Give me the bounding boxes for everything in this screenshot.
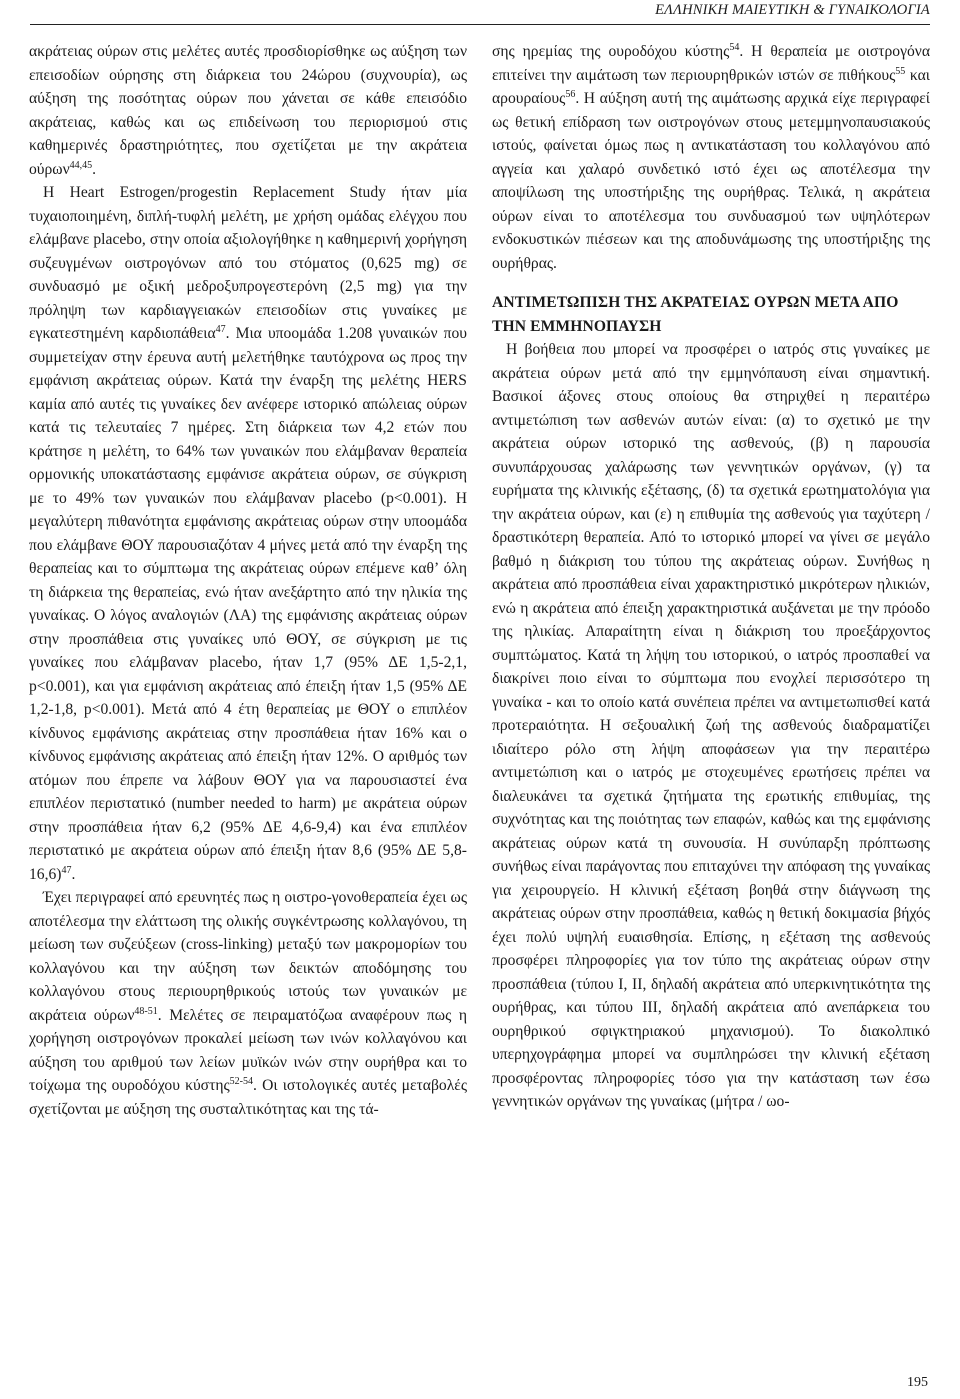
journal-title: ΕΛΛΗΝΙΚΗ ΜΑΙΕΥΤΙΚΗ & ΓΥΝΑΙΚΟΛΟΓΙΑ bbox=[655, 2, 930, 18]
paragraph-text: . Η αύξηση αυτή της αιμάτωσης αρχικά είχε περιγραφεί ως θετική επίδραση των οιστρογόνων στους μετεμμηνοπαυσιακούς ιστούς, φαίνεται όμως πως η αντικατάσταση του κολλαγόνου από αγγεία και χαλαρό συνδετικό ιστό έχει ως αποτέλεσμα την αποψίλωση της υποστήριξης της ουρήθρας. Τελικά, η ακράτεια ούρων είναι το αποτέλεσμα του συνδυασμού των υψηλότερων ενδοκυστικών πιέσεων και της αποδυνάμωσης της υποστήριξης της ουρήθρας. bbox=[492, 90, 930, 272]
paragraph-text: και αρουραίους bbox=[492, 66, 930, 107]
citation-ref: 47 bbox=[215, 324, 226, 335]
citation-ref: 52-54 bbox=[229, 1076, 254, 1087]
citation-ref: 56 bbox=[565, 89, 576, 100]
left-column bbox=[29, 40, 467, 1121]
paragraph: Η βοήθεια που μπορεί να προσφέρει ο ιατρός στις γυναίκες με ακράτεια ούρων μετά από την εμμηνόπαυση είναι σημαντική. Βασικοί άξονες στους οποίους θα στηριχθεί η περαιτέρω αντιμετώπιση των ασθενών αυτών είναι: (α) το σχετικό με την ακράτεια ούρων ιστορικό της ασθενούς, (β) η παρουσία συνυπάρχουσας χαλάρωσης των γεννητικών οργάνων, (γ) τα ευρήματα της κλινικής εξέτασης, (δ) τα σχετικά ερωτηματολόγια για την ακράτεια ούρων, και (ε) η επιθυμία της ασθενούς για ταχύτερη / δραστικότερη θεραπεία. Από το ιστορικό μπορεί να γίνει σε μεγάλο βαθμό η διάκριση του τύπου της ακράτειας ούρων. Συνήθως η ακράτεια από προσπάθεια είναι χαρακτηριστικό μικρότερων ηλικιών, ενώ η ακράτεια από έπειξη χαρακτηριστικά αυξάνεται με την πρόοδο της ηλικίας. Απαραίτητη είναι η διάκριση του προεξάρχοντος συμπτώματος. Κατά τη λήψη του ιστορικού, ο ιατρός προσπαθεί να διακρίνει ποιο είναι το σύμπτωμα που ενοχλεί περισσότερο τη γυναίκα - και το οποίο κατά συνέπεια πρέπει να αντιμετωπισθεί κατά προτεραιότητα. Η σεξουαλική ζωή της ασθενούς διαδραματίζει ιδιαίτερο ρόλο στη λήψη αποφάσεων για την περαιτέρω αντιμετώπιση και ο ιατρός με στοχευμένες ερωτήσεις πρέπει να διαλευκάνει τα σχετικά ζητήματα της ερωτικής επιθυμίας, της συχνότητας και της ποιότητας των επαφών, καθώς και της εμφάνισης ακράτειας ούρων κατά τη συνουσία. Η συνύπαρξη πρόπτωσης συνήθως είναι παράγοντας που επιταχύνει την απόφαση της γυναίκας για χειρουργείο. Η κλινική εξέταση βοηθά στην διάγνωση της ακράτειας ούρων στην προσπάθεια, καθώς η θετική δοκιμασία βήχός έχει πολύ υψηλή ευαισθησία. Επίσης, η εξέταση της ασθενούς προσφέρει πληροφορίες για τον τύπο της ακράτειας ούρων στην προσπάθεια (τύπου Ι, ΙΙ, δηλαδή ακράτεια από υπερκινητικότητα της ουρήθρας, και τύπου ΙΙΙ, δηλαδή ακράτεια από ανεπάρκεια του ουρηθρικού σφιγκτηριακού μηχανισμού). Το διακολπικό υπερηχογράφημα μπορεί να συμπληρώσει την κλινική εξέταση προσφέροντας πληροφορίες τόσο για την κατάσταση των έσω γεννητικών οργάνων της γυναίκας (μήτρα / ωο- bbox=[492, 341, 930, 1110]
running-header bbox=[30, 0, 930, 25]
citation-ref: 54 bbox=[729, 42, 740, 53]
paragraph-text: . bbox=[71, 865, 76, 883]
paragraph-text: σης ηρεμίας της ουροδόχου κύστης bbox=[492, 43, 730, 60]
paragraph-text: ακράτειας ούρων στις μελέτες αυτές προσδιορίσθηκε ως αύξηση των επεισοδίων ούρησης στη διάρκεια του 24ώρου (συχνουρία), ως αύξηση της ποσότητας ούρων που χάνεται σε κάθε επεισόδιο ακράτειας, καθώς και ως επιδείνωση του περιορισμού στις καθημερινές δραστηριότητες, που σχετίζεται με την ακράτεια ούρων bbox=[29, 43, 467, 178]
page-number: 195 bbox=[907, 1375, 928, 1390]
paragraph bbox=[29, 40, 467, 181]
paragraph-text: . bbox=[92, 160, 97, 178]
citation-ref: 47 bbox=[61, 864, 72, 876]
citation-ref: 55 bbox=[895, 65, 906, 77]
right-column bbox=[492, 40, 930, 1114]
citation-ref: 48-51 bbox=[134, 1005, 158, 1017]
paragraph-text: Έχει περιγραφεί από ερευνητές πως η οιστρο-γονοθεραπεία έχει ως αποτέλεσμα την ελάττωση της ολικής συγκέντρωσης κολλαγόνου, τη μείωση των συζεύξεων (cross-linking) μεταξύ των μακρομορίων του κολλαγόνου και την αύξηση των δεικτών αποδόμησης του κολλαγόνου στους περιουρηθρικούς ιστούς των γυναικών με ακράτεια ούρων bbox=[29, 889, 467, 1024]
paragraph-text: . Η θεραπεία με οιστρογόνα επιτείνει την αιμάτωση των περιουρηθρικών ιστών σε πιθήκους bbox=[492, 43, 930, 84]
citation-ref: 44,45 bbox=[69, 159, 93, 171]
paragraph-text: . Οι ιστολογικές αυτές μεταβολές σχετίζονται με αύξηση της συσταλτικότητας και της τά- bbox=[29, 1077, 467, 1118]
paragraph bbox=[29, 886, 467, 1121]
paragraph-text: . Μελέτες σε πειραματόζωα αναφέρουν πως η χορήγηση οιστρογόνων προκαλεί μείωση των ινών κολλαγόνου και αύξηση του αριθμού των λείων μυϊκών ινών στην ουρήθρα και το τοίχωμα της ουροδόχου κύστης bbox=[29, 1006, 468, 1094]
paragraph-text: . Μια υποομάδα 1.208 γυναικών που συμμετείχαν στην έρευνα αυτή μελετήθηκε ταυτόχρονα ως προς την εμφάνιση ακράτειας ούρων. Κατά την έναρξη της μελέτης HERS καμία από αυτές τις γυναίκες δεν ανέφερε ιστορικό απώλειας ούρων κατά τις τελευταίες 7 ημέρες. Στη διάρκεια των 4,2 ετών που κράτησε η μελέτη, το 64% των γυναικών που ελάμβαναν θεραπεία ορμονικής υποκατάστασης εμφάνισε ακράτεια ούρων, σε σύγκριση με το 49% των γυναικών που ελάμβαναν placebo (p<0.001). Η μεγαλύτερη πιθανότητα εμφάνισης ακράτειας ούρων στην υποομάδα που ελάμβανε ΘΟΥ παρουσιαζόταν 4 μήνες μετά από την έναρξη της θεραπείας και το σύμπτωμα της ακράτειας ούρων επέμενε καθ’ όλη τη διάρκεια της θεραπείας, ενώ ήταν ανεξάρτητο από την ηλικία της γυναίκας. Ο λόγος αναλογιών (ΛΑ) της εμφάνισης ακράτειας ούρων στην προσπάθεια στις γυναίκες υπό ΘΟΥ, σε σύγκριση με τις γυναίκες που ελάμβαναν placebo, ήταν 1,7 (95% ΔΕ 1,5-2,1, p<0.001), και για εμφάνιση ακράτειας από έπειξη ήταν 1,5 (95% ΔΕ 1,2-1,8, p<0.001). Μετά από 4 έτη θεραπείας με ΘΟΥ ο επιπλέον κίνδυνος εμφάνισης ακράτειας στην προσπάθεια ήταν 16% και ο κίνδυνος εμφάνισης ακράτειας από έπειξη ήταν 12%. Ο αριθμός των ατόμων που έπρεπε να λάβουν ΘΟΥ για να παρουσιαστεί ένα επιπλέον περιστατικό (number needed to harm) με ακράτεια ούρων στην προσπάθεια ήταν 6,2 (95% ΔΕ 4,6-9,4) και ένα επιπλέον περιστατικό με ακράτεια ούρων από έπειξη ήταν 8,6 (95% ΔΕ 5,8-16,6) bbox=[29, 325, 467, 883]
paragraph-text: Η Heart Estrogen/progestin Replacement Study ήταν μία τυχαιοποιημένη, διπλή-τυφλή μελέτη, με χρήση ομάδας ελέγχου που ελάμβανε placebo, στην οποία αξιολογήθηκε η καθημερινή χορήγηση συζευγμένων οιστρογόνων από του στόματος (0,625 mg) σε συνδυασμό με οξική μεδροξυπρογεστερόνη (2,5 mg) για την πρόληψη των καρδιαγγειακών επεισοδίων στις γυναίκες με εγκατεστημένη καρδιοπάθεια bbox=[29, 184, 467, 342]
paragraph bbox=[492, 40, 930, 275]
section-heading: ΑΝΤΙΜΕΤΩΠΙΣΗ ΤΗΣ ΑΚΡΑΤΕΙΑΣ ΟΥΡΩΝ ΜΕΤΑ ΑΠΟ ΤΗΝ ΕΜΜΗΝΟΠΑΥΣΗ bbox=[492, 294, 899, 335]
paragraph bbox=[29, 181, 467, 886]
